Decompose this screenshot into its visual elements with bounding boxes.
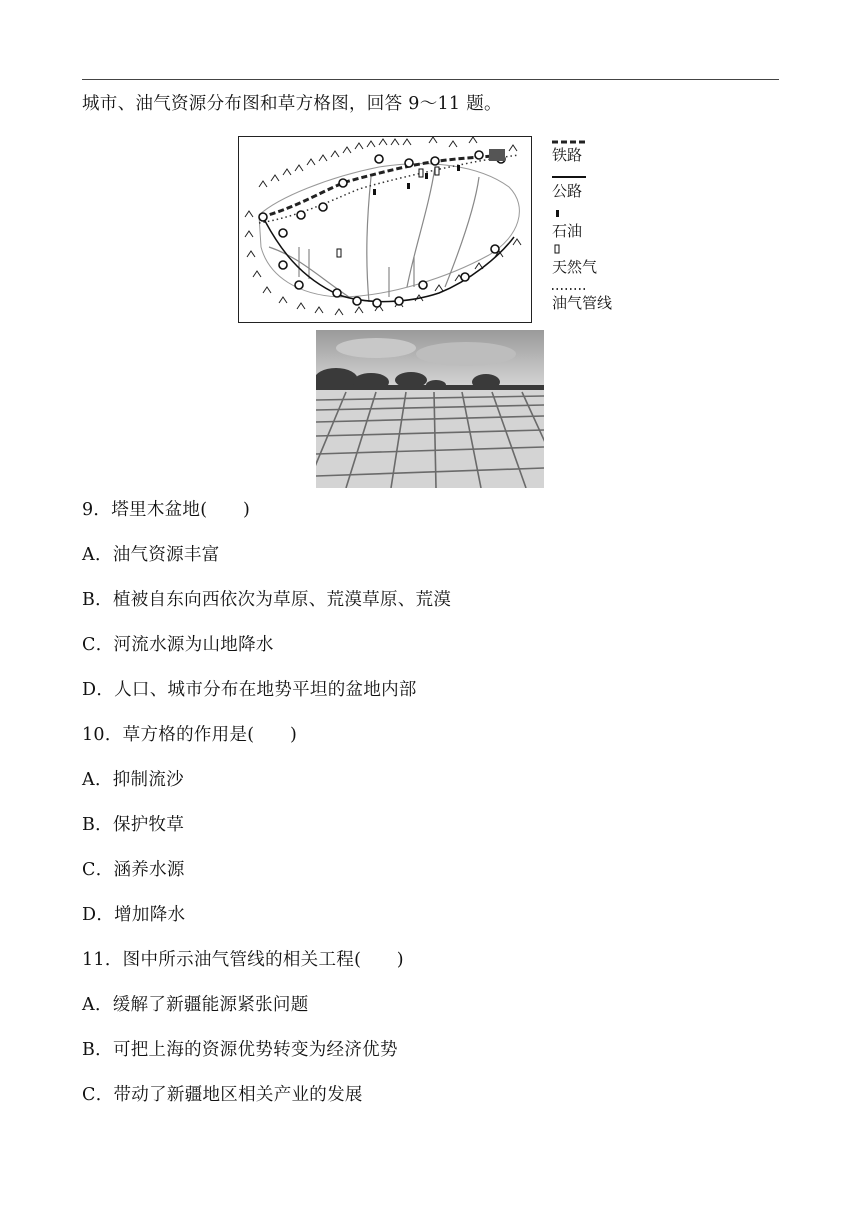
question-9-option-d: D．人口、城市分布在地势平坦的盆地内部 <box>82 680 417 700</box>
oil-legend-symbol <box>552 208 564 218</box>
legend-railway-label: 铁路 <box>552 146 583 164</box>
legend-highway-label: 公路 <box>552 182 583 200</box>
city-block <box>489 149 505 161</box>
map-legend <box>552 138 642 318</box>
city-markers <box>259 151 505 307</box>
question-11-option-a: A．缓解了新疆能源紧张问题 <box>82 995 309 1015</box>
gas-legend-symbol <box>552 244 564 254</box>
legend-gas-label: 天然气 <box>552 258 598 276</box>
header-rule <box>82 79 779 80</box>
question-10-stem: 10．草方格的作用是( ) <box>82 725 298 745</box>
map-drawing <box>239 137 531 322</box>
intro-text: 城市、油气资源分布图和草方格图，回答 9～11 题。 <box>82 94 502 114</box>
photo-drawing <box>316 330 544 488</box>
question-11-stem: 11．图中所示油气管线的相关工程( ) <box>82 950 404 970</box>
question-10-option-c: C．涵养水源 <box>82 860 185 880</box>
legend-pipeline-label: 油气管线 <box>552 294 613 312</box>
question-9-option-c: C．河流水源为山地降水 <box>82 635 274 655</box>
question-10-option-b: B．保护牧草 <box>82 815 185 835</box>
question-10-option-a: A．抑制流沙 <box>82 770 184 790</box>
question-9-option-a: A．油气资源丰富 <box>82 545 220 565</box>
tarim-map <box>238 136 532 323</box>
legend-oil-label: 石油 <box>552 222 583 240</box>
grass-checkerboard-photo <box>316 330 544 488</box>
question-11-option-c: C．带动了新疆地区相关产业的发展 <box>82 1085 363 1105</box>
mountain-ridges <box>245 137 521 315</box>
railway-line <box>261 155 501 217</box>
question-9-stem: 9．塔里木盆地( ) <box>82 500 251 520</box>
question-9-option-b: B．植被自东向西依次为草原、荒漠草原、荒漠 <box>82 590 452 610</box>
question-11-option-b: B．可把上海的资源优势转变为经济优势 <box>82 1040 398 1060</box>
question-10-option-d: D．增加降水 <box>82 905 186 925</box>
